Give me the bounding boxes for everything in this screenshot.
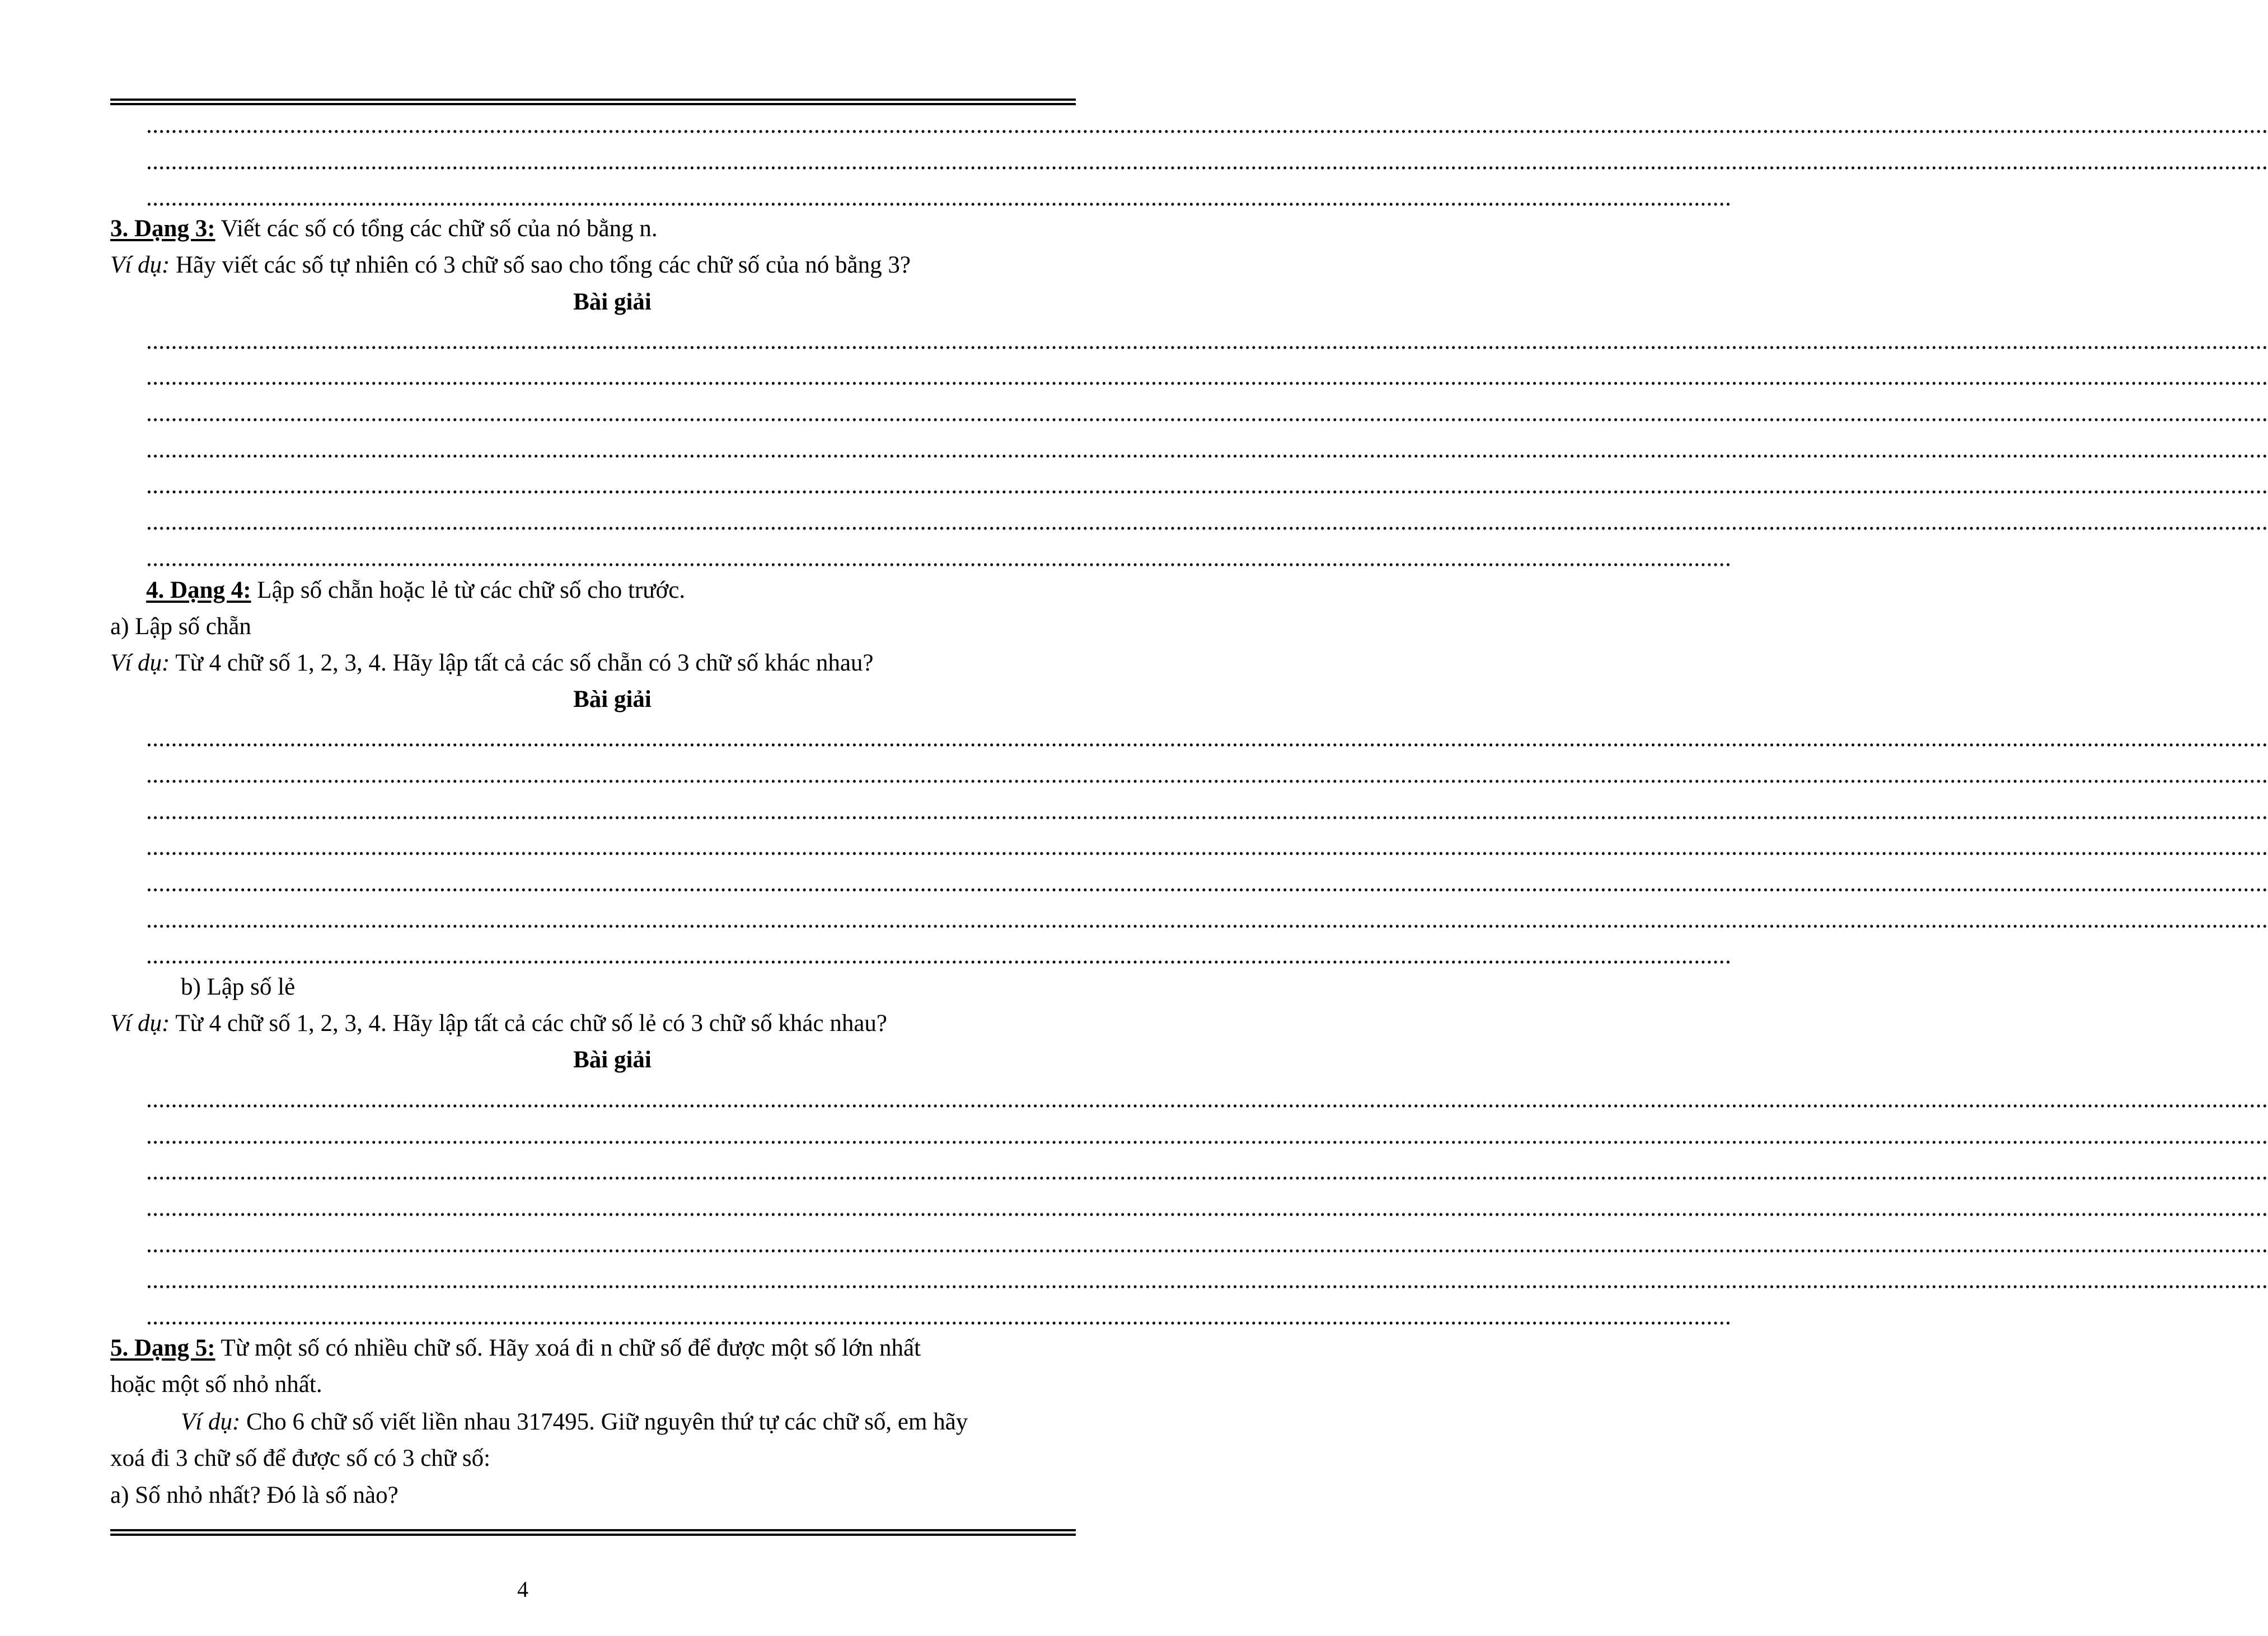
answer-line: .............................................................................................................................................................................................................................................................. [146, 185, 1732, 211]
section5-example [181, 1410, 968, 1434]
answer-line: .................................................................................................................................................................................................................................................................................................................................................... [146, 834, 2268, 860]
answer-line: .................................................................................................................................................................................................................................................................................................................................................... [146, 328, 2268, 354]
section4-title: Lập số chẵn hoặc lẻ từ các chữ số cho trước. [251, 577, 686, 603]
answer-line: .................................................................................................................................................................................................................................................................................................................................................... [146, 1086, 2268, 1113]
section4-example-b [110, 1011, 887, 1035]
example-label: Ví dụ: [110, 650, 170, 676]
answer-line: .................................................................................................................................................................................................................................................................................................................................................... [146, 1267, 2268, 1293]
answer-line: .................................................................................................................................................................................................................................................................................................................................................... [146, 472, 2268, 499]
answer-line: .................................................................................................................................................................................................................................................................................................................................................... [146, 112, 2268, 138]
section5-part-a: a) Số nhỏ nhất? Đó là số nào? [110, 1482, 399, 1508]
answer-line: .................................................................................................................................................................................................................................................................................................................................................... [146, 762, 2268, 788]
answer-line: .................................................................................................................................................................................................................................................................................................................................................... [146, 1195, 2268, 1221]
answer-line: .................................................................................................................................................................................................................................................................................................................................................... [146, 400, 2268, 426]
section3-title: Viết các số có tổng các chữ số của nó bằng n. [215, 215, 658, 242]
section4-part-b: b) Lập số lẻ [181, 974, 296, 1000]
header-rule-top [110, 99, 1076, 101]
answer-line: .................................................................................................................................................................................................................................................................................................................................................... [146, 1123, 2268, 1149]
answer-line: .................................................................................................................................................................................................................................................................................................................................................... [146, 509, 2268, 535]
footer-rule-bottom [110, 1534, 1076, 1536]
answer-line: .................................................................................................................................................................................................................................................................................................................................................... [146, 364, 2268, 390]
answer-line: .................................................................................................................................................................................................................................................................................................................................................... [146, 907, 2268, 933]
answer-line: .................................................................................................................................................................................................................................................................................................................................................... [146, 870, 2268, 897]
section5-heading [110, 1336, 921, 1360]
section5-title: Từ một số có nhiều chữ số. Hãy xoá đi n chữ số để được một số lớn nhất [215, 1335, 921, 1361]
section4a-solution-title: Bài giải [573, 686, 652, 712]
answer-line: .............................................................................................................................................................................................................................................................. [146, 545, 1732, 571]
example-text: Từ 4 chữ số 1, 2, 3, 4. Hãy lập tất cả các chữ số lẻ có 3 chữ số khác nhau? [170, 1010, 888, 1037]
section3-example [110, 253, 911, 277]
section4-label: 4. Dạng 4: [146, 577, 251, 603]
section5-example-cont: xoá đi 3 chữ số để được số có 3 chữ số: [110, 1445, 491, 1471]
answer-line: .................................................................................................................................................................................................................................................................................................................................................... [146, 148, 2268, 175]
answer-line: .............................................................................................................................................................................................................................................................. [146, 1304, 1732, 1330]
answer-line: .................................................................................................................................................................................................................................................................................................................................................... [146, 437, 2268, 463]
section4-part-a: a) Lập số chẵn [110, 613, 251, 640]
header-rule-bottom [110, 103, 1076, 105]
answer-line: .................................................................................................................................................................................................................................................................................................................................................... [146, 798, 2268, 824]
page-number: 4 [517, 1577, 528, 1602]
section3-label: 3. Dạng 3: [110, 215, 215, 242]
footer-rule-top [110, 1529, 1076, 1531]
answer-line: .................................................................................................................................................................................................................................................................................................................................................... [146, 725, 2268, 752]
example-text: Từ 4 chữ số 1, 2, 3, 4. Hãy lập tất cả các số chẵn có 3 chữ số khác nhau? [170, 650, 874, 676]
answer-line: .................................................................................................................................................................................................................................................................................................................................................... [146, 1159, 2268, 1185]
answer-line: .............................................................................................................................................................................................................................................................. [146, 943, 1732, 969]
section5-label: 5. Dạng 5: [110, 1335, 215, 1361]
example-label: Ví dụ: [110, 252, 170, 278]
section3-solution-title: Bài giải [573, 289, 652, 315]
section4-example-a [110, 651, 874, 675]
example-text: Hãy viết các số tự nhiên có 3 chữ số sao cho tổng các chữ số của nó bằng 3? [170, 252, 911, 278]
example-text: Cho 6 chữ số viết liền nhau 317495. Giữ nguyên thứ tự các chữ số, em hãy [240, 1409, 968, 1435]
section5-heading-cont: hoặc một số nhỏ nhất. [110, 1371, 322, 1398]
section4-heading [146, 578, 685, 602]
example-label: Ví dụ: [181, 1409, 241, 1435]
section3-heading [110, 217, 658, 241]
section4b-solution-title: Bài giải [573, 1047, 652, 1073]
answer-line: .................................................................................................................................................................................................................................................................................................................................................... [146, 1231, 2268, 1258]
example-label: Ví dụ: [110, 1010, 170, 1037]
